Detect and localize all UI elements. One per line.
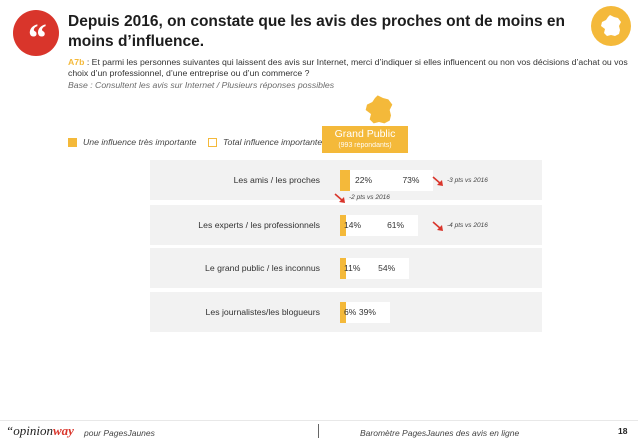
delta-important: -2 pts vs 2016: [334, 193, 390, 203]
data-label-total: 73%: [402, 174, 420, 185]
data-label-total: 54%: [378, 262, 396, 273]
delta-total: -3 pts vs 2016: [432, 176, 488, 186]
category-label: Les amis / les proches: [233, 175, 320, 185]
legend-important: [68, 137, 196, 147]
page-title: Depuis 2016, on constate que les avis des proches ont de moins en moins d’influence.: [68, 13, 566, 50]
legend-swatch-total: [208, 138, 217, 147]
group-subtitle: (993 répondants): [338, 142, 392, 149]
data-label-total: 39%: [358, 306, 376, 317]
category-label: Les journalistes/les blogueurs: [205, 307, 320, 317]
base-note: Base : Consultent les avis sur Internet / Plusieurs réponses possibles: [68, 80, 335, 90]
data-label-important: 14%: [344, 219, 362, 230]
legend-swatch-important: [68, 138, 77, 147]
opinionway-logo: [6, 423, 74, 439]
data-label-total: 61%: [387, 219, 405, 230]
data-label-important: 6%: [344, 306, 357, 317]
footer-separator: [318, 424, 319, 438]
page-number: 18: [618, 426, 628, 436]
category-label: Les experts / les professionnels: [198, 220, 320, 230]
footer-client: pour PagesJaunes: [84, 428, 155, 438]
group-title: Grand Public: [334, 128, 396, 140]
group-header: [322, 126, 408, 153]
legend-label-total: Total influence importante: [223, 137, 323, 147]
legend-total: [208, 137, 322, 147]
logo-text-accent: way: [52, 423, 74, 438]
quote-icon: “: [13, 10, 59, 56]
france-map-icon: [591, 6, 631, 46]
footer-divider: [0, 420, 638, 421]
category-label: Le grand public / les inconnus: [205, 263, 320, 273]
legend-label-important: Une influence très importante: [83, 137, 197, 147]
data-label-important: 11%: [344, 262, 361, 273]
data-label-important: 22%: [355, 174, 373, 185]
question-text: [68, 57, 628, 79]
bar-important: [340, 170, 350, 191]
delta-total: -4 pts vs 2016: [432, 221, 488, 231]
logo-text: “opinion: [6, 423, 53, 438]
question-body: : Et parmi les personnes suivantes qui laissent des avis sur Internet, merci d’indiquer si elles influencent ou non vos décisions d’achat ou vos choix d’un professionnel, d’une entreprise ou d’un commerce ?: [68, 57, 628, 78]
question-code: A7b: [68, 57, 85, 67]
footer-title: Baromètre PagesJaunes des avis en ligne: [360, 428, 520, 438]
